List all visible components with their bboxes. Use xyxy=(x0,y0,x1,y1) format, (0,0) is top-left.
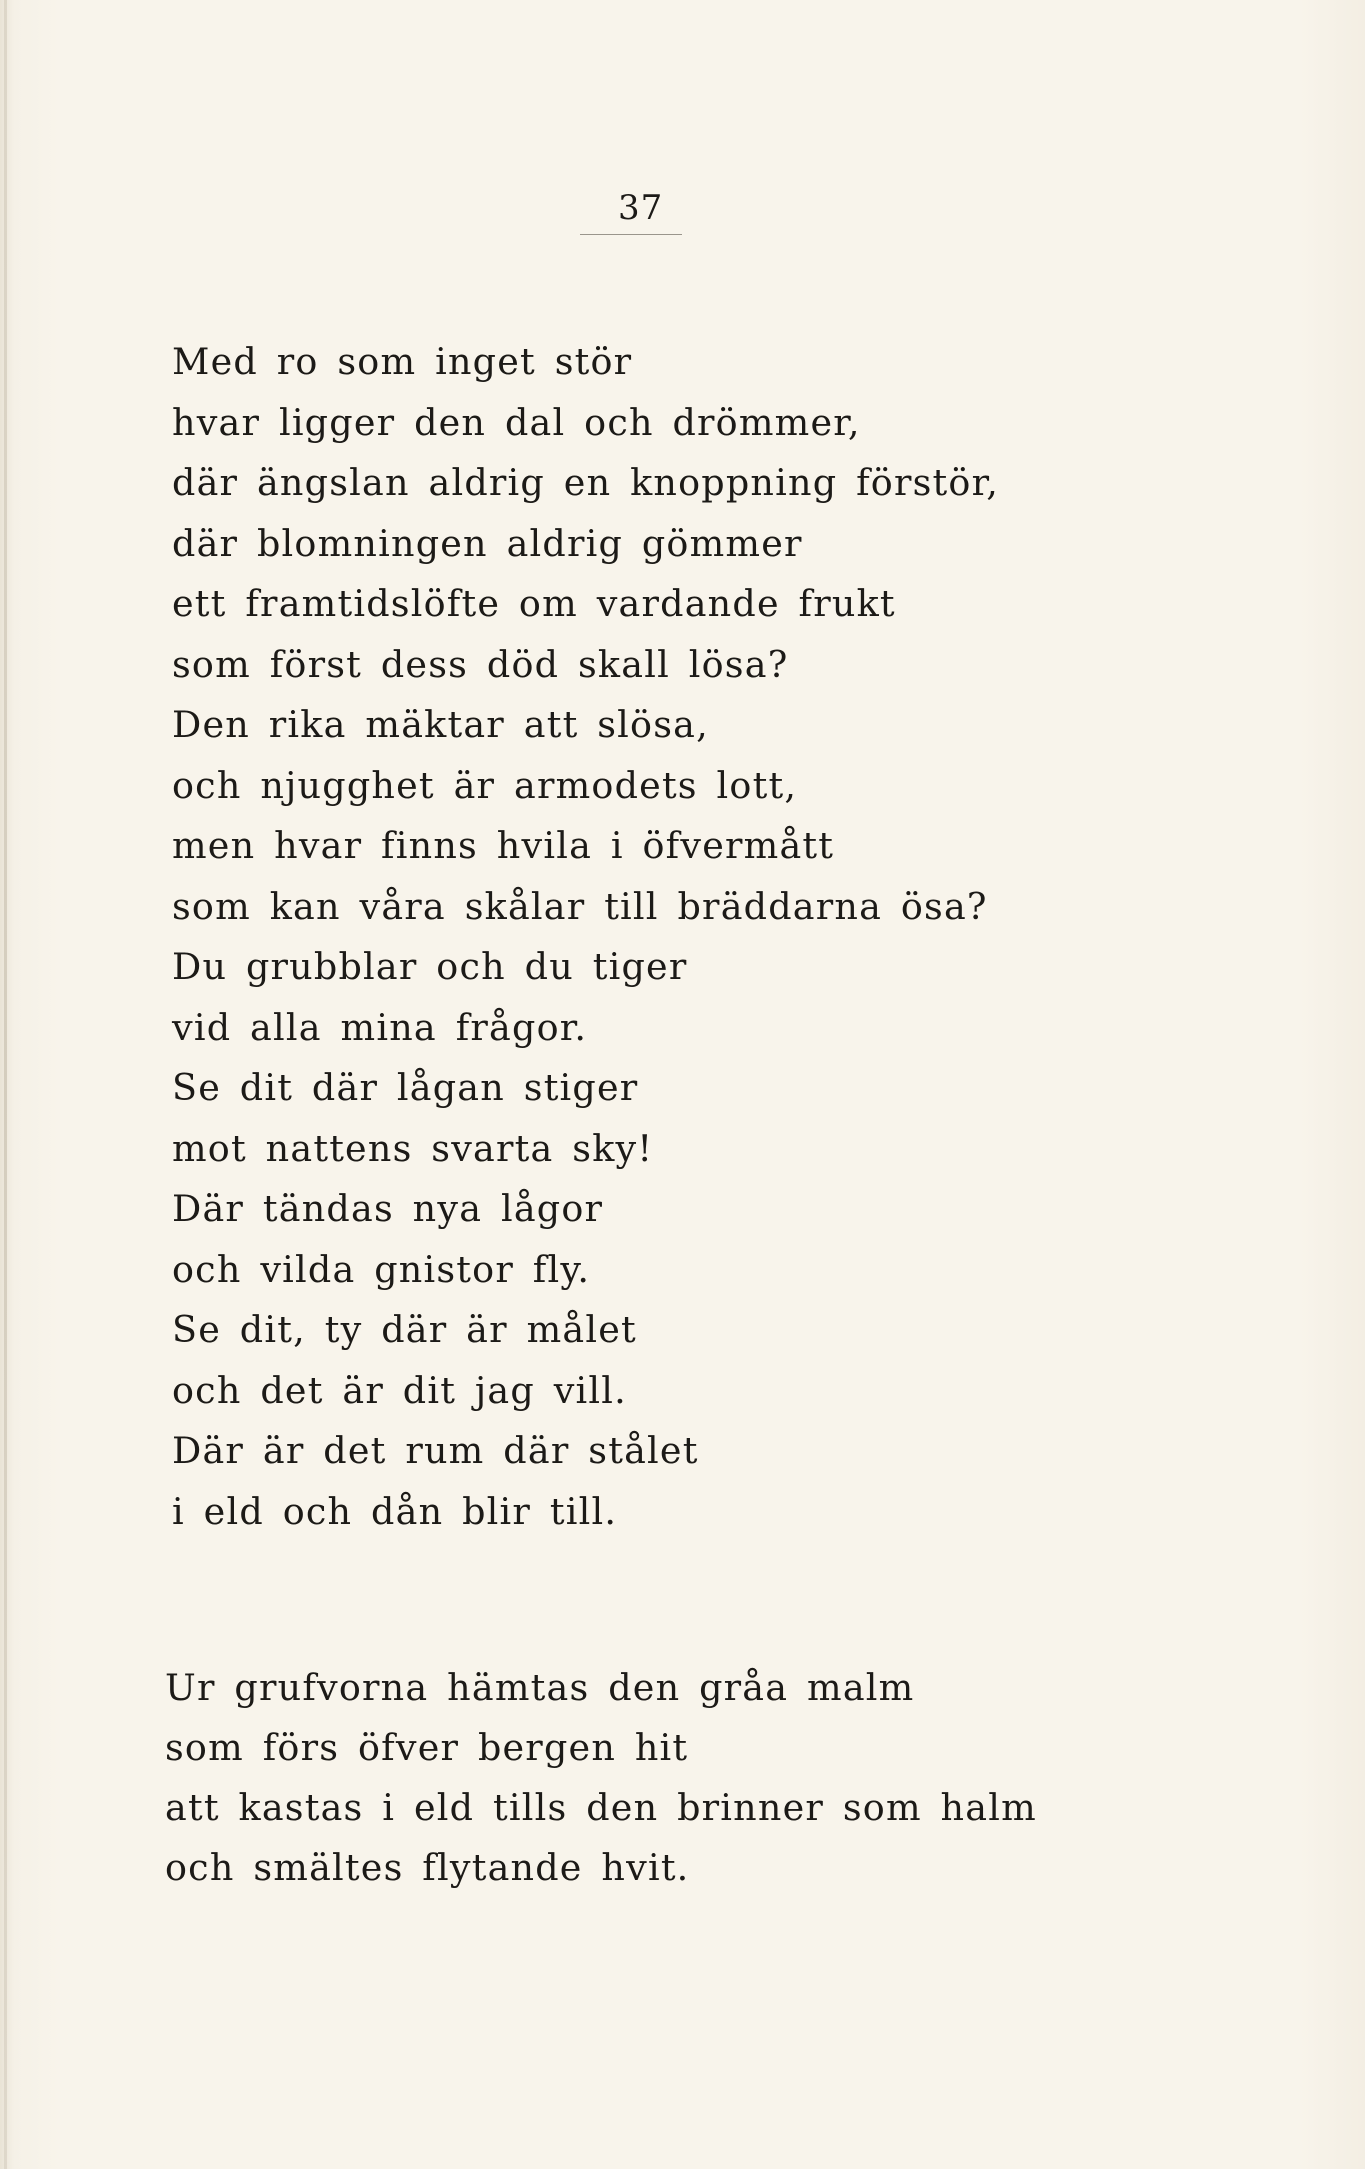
poem-line: Du grubblar och du tiger xyxy=(172,945,688,988)
page-number: 37 xyxy=(618,188,664,228)
poem-line: vid alla mina frågor. xyxy=(172,1005,588,1049)
poem-stanza-2 xyxy=(165,1658,1037,1898)
poem-line: Ur grufvorna hämtas den gråa malm xyxy=(165,1666,915,1709)
page-binding-edge xyxy=(4,0,7,2169)
poem-line: hvar ligger den dal och drömmer, xyxy=(172,400,861,444)
poem-line: som förs öfver bergen hit xyxy=(165,1726,689,1769)
poem-line: Se dit där lågan stiger xyxy=(172,1066,639,1109)
poem-line: i eld och dån blir till. xyxy=(172,1489,618,1533)
poem-line: och det är dit jag vill. xyxy=(172,1368,627,1412)
poem-line: Den rika mäktar att slösa, xyxy=(172,703,709,746)
poem-line: som först dess död skall lösa? xyxy=(172,642,789,686)
poem-line: och njugghet är armodets lott, xyxy=(172,763,798,807)
poem-line: och vilda gnistor fly. xyxy=(172,1247,591,1291)
poem-line: där ängslan aldrig en knoppning förstör, xyxy=(172,461,1000,504)
poem-line: Där är det rum där stålet xyxy=(172,1429,699,1472)
poem-line: mot nattens svarta sky! xyxy=(172,1126,654,1170)
poem-line: att kastas i eld tills den brinner som halm xyxy=(165,1786,1037,1829)
page-number-rule xyxy=(580,234,682,235)
poem-line: där blomningen aldrig gömmer xyxy=(172,521,803,565)
poem-line: Med ro som inget stör xyxy=(172,340,633,383)
poem-line: och smältes flytande hvit. xyxy=(165,1846,690,1889)
poem-stanza-1 xyxy=(172,332,999,1542)
poem-line: men hvar finns hvila i öfvermått xyxy=(172,824,835,867)
poem-line: ett framtidslöfte om vardande frukt xyxy=(172,582,896,625)
poem-line: Se dit, ty där är målet xyxy=(172,1308,637,1351)
poem-line: som kan våra skålar till bräddarna ösa? xyxy=(172,884,988,928)
poem-line: Där tändas nya lågor xyxy=(172,1187,604,1230)
